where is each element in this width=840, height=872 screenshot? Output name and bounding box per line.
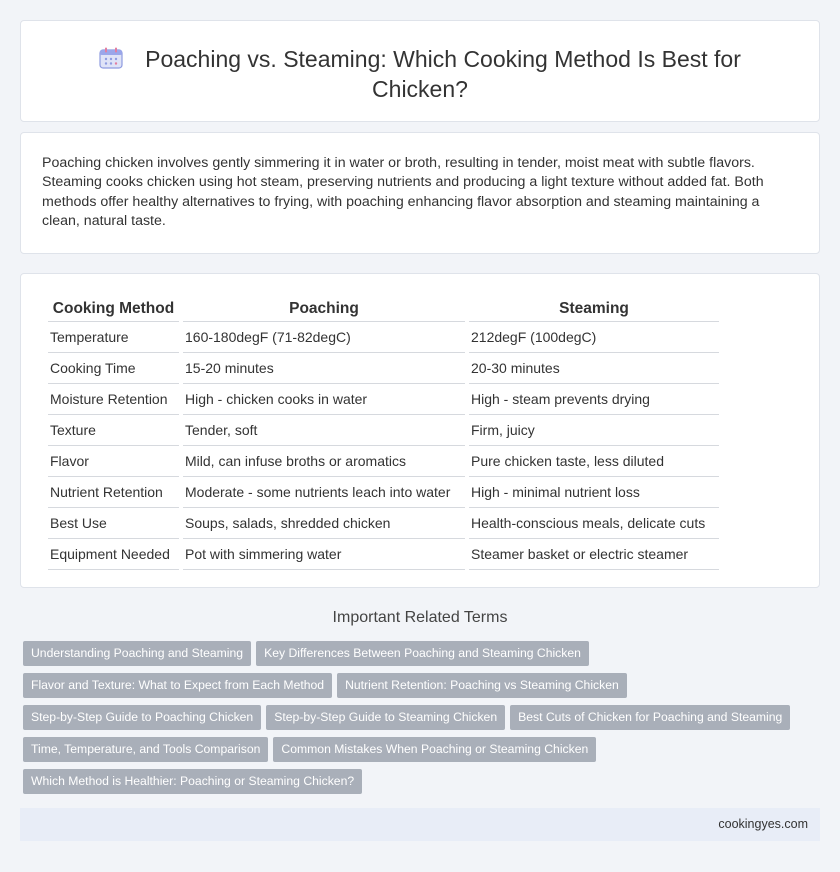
table-cell: Pure chicken taste, less diluted <box>469 446 719 477</box>
row-label: Temperature <box>48 322 179 353</box>
calendar-icon <box>99 47 123 69</box>
page-title-text: Poaching vs. Steaming: Which Cooking Method Is Best for Chicken? <box>145 46 741 102</box>
title-card <box>20 20 820 122</box>
related-term-tag[interactable]: Step-by-Step Guide to Steaming Chicken <box>266 705 505 730</box>
footer-site[interactable]: cookingyes.com <box>718 817 808 831</box>
column-header: Steaming <box>469 295 719 322</box>
column-header: Cooking Method <box>48 295 179 322</box>
table-cell: 20-30 minutes <box>469 353 719 384</box>
related-term-tag[interactable]: Key Differences Between Poaching and Steaming Chicken <box>256 641 589 666</box>
table-row <box>48 322 719 353</box>
table-cell: Mild, can infuse broths or aromatics <box>183 446 465 477</box>
page-title <box>61 44 779 104</box>
row-label: Equipment Needed <box>48 539 179 570</box>
related-term-tag[interactable]: Step-by-Step Guide to Poaching Chicken <box>23 705 261 730</box>
table-row <box>48 477 719 508</box>
comparison-card <box>20 273 820 588</box>
table-cell: High - minimal nutrient loss <box>469 477 719 508</box>
table-row <box>48 539 719 570</box>
table-row <box>48 508 719 539</box>
footer <box>20 808 820 841</box>
row-label: Nutrient Retention <box>48 477 179 508</box>
tag-row <box>23 737 803 769</box>
related-term-tag[interactable]: Best Cuts of Chicken for Poaching and Steaming <box>510 705 790 730</box>
intro-card <box>20 132 820 254</box>
row-label: Cooking Time <box>48 353 179 384</box>
related-term-tag[interactable]: Flavor and Texture: What to Expect from Each Method <box>23 673 332 698</box>
related-term-tag[interactable]: Time, Temperature, and Tools Comparison <box>23 737 268 762</box>
table-body <box>48 322 719 570</box>
tag-row <box>23 673 803 705</box>
table-row <box>48 415 719 446</box>
tag-row <box>23 705 803 737</box>
table-cell: Moderate - some nutrients leach into water <box>183 477 465 508</box>
table-cell: Health-conscious meals, delicate cuts <box>469 508 719 539</box>
related-term-tag[interactable]: Which Method is Healthier: Poaching or Steaming Chicken? <box>23 769 362 794</box>
table-cell: Steamer basket or electric steamer <box>469 539 719 570</box>
table-row <box>48 353 719 384</box>
table-cell: High - steam prevents drying <box>469 384 719 415</box>
intro-paragraph: Poaching chicken involves gently simmering it in water or broth, resulting in tender, moist meat with subtle flavors. Steaming cooks chicken using hot steam, preserving nutrients and producing a light texture without added fat. Both methods offer healthy alternatives to frying, with poaching enhancing flavor absorption and steaming maintaining a clean, natural taste. <box>42 155 764 230</box>
related-term-tag[interactable]: Nutrient Retention: Poaching vs Steaming Chicken <box>337 673 627 698</box>
table-row <box>48 446 719 477</box>
table-cell: Soups, salads, shredded chicken <box>183 508 465 539</box>
related-term-tag[interactable]: Understanding Poaching and Steaming <box>23 641 251 666</box>
row-label: Best Use <box>48 508 179 539</box>
table-row <box>48 384 719 415</box>
row-label: Moisture Retention <box>48 384 179 415</box>
table-cell: Pot with simmering water <box>183 539 465 570</box>
tag-row <box>23 769 803 801</box>
column-header: Poaching <box>183 295 465 322</box>
table-cell: Firm, juicy <box>469 415 719 446</box>
row-label: Texture <box>48 415 179 446</box>
related-terms-list <box>23 641 803 801</box>
table-cell: 212degF (100degC) <box>469 322 719 353</box>
table-header-row <box>48 295 719 322</box>
row-label: Flavor <box>48 446 179 477</box>
comparison-table <box>44 295 723 570</box>
related-terms-heading: Important Related Terms <box>332 609 508 626</box>
related-term-tag[interactable]: Common Mistakes When Poaching or Steaming Chicken <box>273 737 596 762</box>
tag-row <box>23 641 803 673</box>
table-cell: High - chicken cooks in water <box>183 384 465 415</box>
table-cell: 15-20 minutes <box>183 353 465 384</box>
table-cell: Tender, soft <box>183 415 465 446</box>
table-cell: 160-180degF (71-82degC) <box>183 322 465 353</box>
